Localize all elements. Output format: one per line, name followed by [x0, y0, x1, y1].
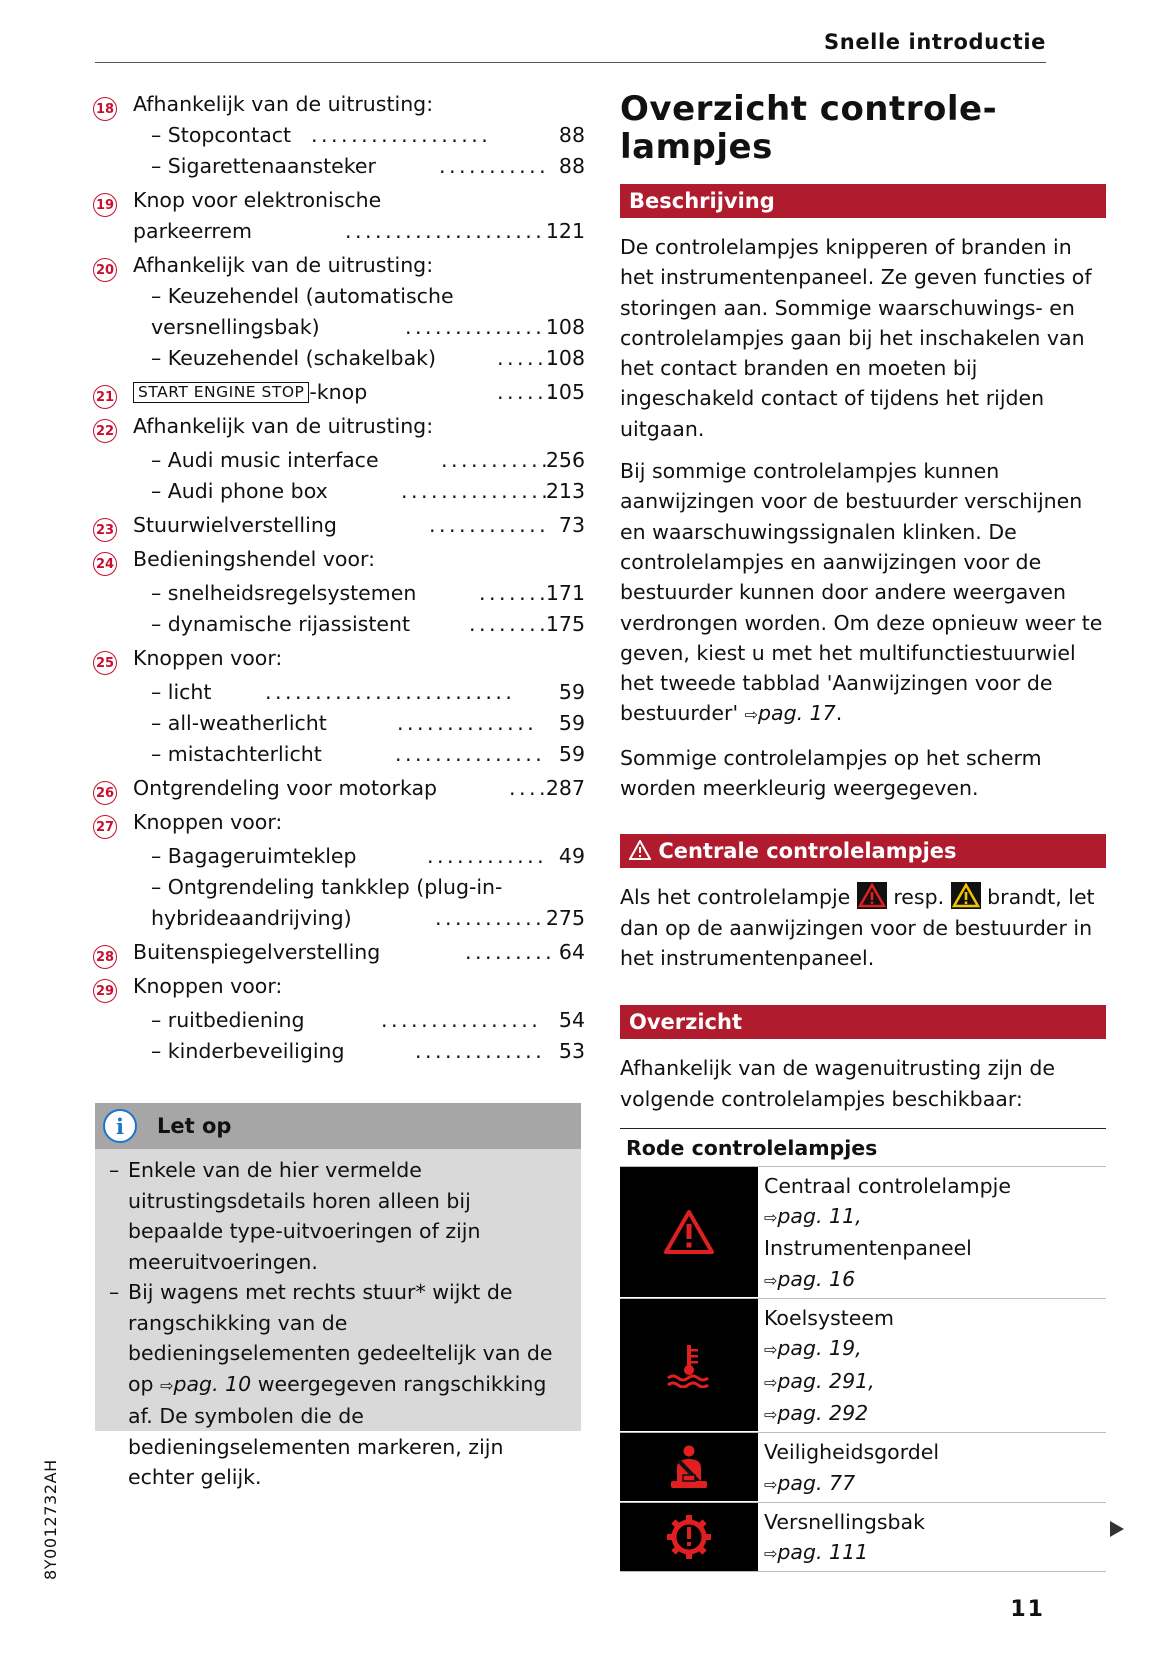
- list-item-label: Knoppen voor:: [133, 646, 283, 670]
- list-item-label: – Stopcontact: [151, 123, 292, 147]
- list-item: [93, 92, 585, 123]
- page-ref[interactable]: 171: [545, 581, 585, 605]
- callout-number: 29: [93, 979, 117, 1003]
- paragraph: Sommige controlelampjes op het scherm worden meerkleurig weergegeven.: [620, 745, 1042, 801]
- controls-list: [93, 92, 585, 1070]
- list-item-label: – Bagageruimteklep: [151, 844, 357, 868]
- list-item-label: – licht: [151, 680, 212, 704]
- callout-number: 23: [93, 518, 117, 542]
- list-item-label: Stuurwielverstelling: [133, 513, 337, 537]
- list-item-label: – snelheidsregelsystemen: [151, 581, 417, 605]
- section-header-centrale: Centrale controlelampjes: [620, 834, 1106, 868]
- list-item-label: – Sigarettenaansteker: [151, 154, 376, 178]
- list-item-label: – ruitbediening: [151, 1008, 305, 1032]
- list-item-label: hybrideaandrijving): [151, 906, 352, 930]
- indicator-name: Versnellingsbak: [764, 1509, 925, 1534]
- indicator-table: [620, 1128, 1106, 1573]
- page-ref[interactable]: 88: [558, 123, 585, 147]
- page-ref[interactable]: 213: [545, 479, 585, 503]
- list-item-label: – Audi music interface: [151, 448, 379, 472]
- document-code: 8Y0012732AH: [41, 1459, 60, 1580]
- page-ref[interactable]: 59: [558, 742, 585, 766]
- page-ref[interactable]: 59: [558, 711, 585, 735]
- section-header-overzicht: Overzicht: [620, 1005, 1106, 1039]
- list-item: – kinderbeveiliging ............. 53: [151, 1039, 585, 1063]
- list-item: versnellingsbak) .............. 108: [151, 315, 585, 339]
- note-box: [95, 1103, 581, 1489]
- list-item: – Audi phone box ............... 213: [151, 479, 585, 503]
- page-link[interactable]: ⇨pag. 291,: [764, 1368, 875, 1393]
- list-item: hybrideaandrijving) ........... 275: [151, 906, 585, 930]
- table-row: [620, 1503, 1106, 1573]
- callout-number: 26: [93, 781, 117, 805]
- callout-number: 22: [93, 419, 117, 443]
- page-ref[interactable]: 175: [545, 612, 585, 636]
- note-item-text: Enkele van de hier vermelde uitrustingsdetails horen alleen bij bepaalde type-uitvoeringen of zijn meeruitvoeringen.: [128, 1158, 481, 1274]
- list-item: – Audi music interface ........... 256: [151, 448, 585, 472]
- list-item-label: – Audi phone box: [151, 479, 328, 503]
- list-item: 28 Buitenspiegelverstelling ......... 64: [93, 940, 585, 971]
- seatbelt-icon: [669, 1444, 709, 1490]
- list-item: 21 START ENGINE STOP -knop ...... 105: [93, 380, 585, 411]
- page-ref[interactable]: 54: [558, 1008, 585, 1032]
- list-item-label: Knop voor elektronische: [133, 188, 382, 212]
- section-header-beschrijving: Beschrijving: [620, 184, 1106, 218]
- list-item: [93, 547, 585, 578]
- page-ref[interactable]: 53: [558, 1039, 585, 1063]
- list-item: [93, 646, 585, 677]
- arrow-right-icon: ⇨: [160, 1375, 174, 1395]
- list-item: [93, 188, 585, 219]
- list-item-label: parkeerrem: [133, 219, 252, 243]
- page-ref[interactable]: 59: [558, 680, 585, 704]
- section-title: Snelle introductie: [824, 30, 1046, 54]
- list-item-label: – mistachterlicht: [151, 742, 322, 766]
- list-item: [93, 253, 585, 284]
- page-ref[interactable]: 287: [545, 776, 585, 800]
- page-ref[interactable]: 108: [545, 315, 585, 339]
- right-column: [620, 90, 1106, 1572]
- list-item-label: Afhankelijk van de uitrusting:: [133, 92, 434, 116]
- note-item: – Enkele van de hier vermelde uitrustingsdetails horen alleen bij bepaalde type-uitvoeringen of zijn meeruitvoeringen.: [109, 1158, 481, 1274]
- list-item-label: versnellingsbak): [151, 315, 320, 339]
- callout-number: 21: [93, 385, 117, 409]
- list-item: parkeerrem .................... 121: [133, 219, 585, 243]
- callout-number: 27: [93, 815, 117, 839]
- indicator-name: Koelsysteem: [764, 1306, 894, 1331]
- paragraph: De controlelampjes knipperen of branden in het instrumentenpaneel. Ze geven functies of storingen aan. Sommige waarschuwings- en controlelampjes gaan bij het inschakelen van het contact branden en moeten bij ingeschakeld contact of tijdens het rijden uitgaan.: [620, 235, 1092, 441]
- list-item: – Stopcontact .................. 88: [151, 123, 585, 147]
- list-item-label: – all-weatherlicht: [151, 711, 327, 735]
- list-item: – Sigarettenaansteker ........... 88: [151, 154, 585, 178]
- next-page-arrow-icon[interactable]: [1110, 1521, 1124, 1537]
- coolant-temperature-icon: [664, 1342, 714, 1388]
- table-row: [620, 1299, 1106, 1433]
- arrow-right-icon: ⇨: [744, 705, 759, 725]
- callout-number: 18: [93, 97, 117, 121]
- list-item: – Bagageruimteklep ............ 49: [151, 844, 585, 868]
- page-link[interactable]: ⇨pag. 292: [764, 1400, 869, 1425]
- note-header: [95, 1103, 581, 1149]
- page-ref[interactable]: 49: [558, 844, 585, 868]
- start-engine-stop-key: START ENGINE STOP: [133, 382, 309, 403]
- list-item-label: Afhankelijk van de uitrusting:: [133, 414, 434, 438]
- list-item: – snelheidsregelsystemen ....... 171: [151, 581, 585, 605]
- list-item: [93, 284, 585, 315]
- list-item: [93, 974, 585, 1005]
- list-item: – Keuzehendel (schakelbak) ...... 108: [151, 346, 585, 370]
- warning-outline-icon: [629, 840, 651, 860]
- info-icon: i: [103, 1109, 137, 1143]
- yellow-warning-lamp-icon: [951, 882, 981, 909]
- page-link[interactable]: ⇨pag. 77: [764, 1470, 856, 1495]
- indicator-name: Veiligheidsgordel: [764, 1440, 940, 1465]
- note-title: Let op: [157, 1114, 232, 1138]
- page-ref[interactable]: 121: [545, 219, 585, 243]
- list-item-label: Buitenspiegelverstelling: [133, 940, 381, 964]
- page-ref[interactable]: 64: [558, 940, 585, 964]
- indicator-name: Centraal controlelampje: [764, 1173, 1011, 1198]
- list-item-label: Bedieningshendel voor:: [133, 547, 375, 571]
- paragraph: Bij sommige controlelampjes kunnen aanwijzingen voor de bestuurder verschijnen en waarschuwingssignalen klinken. De controlelampjes en aanwijzingen voor de bestuurder kunnen door andere weergaven verdrongen worden. Om deze opnieuw weer te geven, kiest u met het multifunctiestuurwiel het tweede tabblad 'Aanwijzingen voor de bestuurder' ⇨pag. 17.: [620, 459, 1103, 726]
- list-item-label: Ontgrendeling voor motorkap: [133, 776, 438, 800]
- list-item-label: – dynamische rijassistent: [151, 612, 411, 636]
- warning-triangle-icon: [663, 1209, 715, 1255]
- list-item-label: – kinderbeveiliging: [151, 1039, 345, 1063]
- list-item-label: – Keuzehendel (schakelbak): [151, 346, 436, 370]
- list-item: – dynamische rijassistent ........ 175: [151, 612, 585, 636]
- list-item: 23 Stuurwielverstelling ............ 73: [93, 513, 585, 544]
- note-item: – Bij wagens met rechts stuur* wijkt de rangschikking van de bedieningselementen gedeeltelijk van de op ⇨pag. 10 weergegeven rangschikking af. De symbolen die de bedieningselementen markeren, zijn echter gelijk.: [109, 1280, 553, 1489]
- callout-number: 28: [93, 945, 117, 969]
- header-divider: [95, 62, 1046, 63]
- page-title: Overzicht controle- lampjes: [620, 89, 998, 167]
- list-item-label: -knop: [309, 380, 368, 404]
- page-ref[interactable]: 88: [558, 154, 585, 178]
- page-ref[interactable]: 73: [558, 513, 585, 537]
- paragraph: Afhankelijk van de wagenuitrusting zijn de volgende controlelampjes beschikbaar:: [620, 1056, 1055, 1111]
- page-ref[interactable]: 275: [545, 906, 585, 930]
- table-row: [620, 1167, 1106, 1299]
- page-link[interactable]: ⇨pag. 11,: [764, 1204, 862, 1229]
- page-link[interactable]: ⇨pag. 16: [764, 1266, 856, 1291]
- page-link[interactable]: ⇨pag. 19,: [764, 1336, 862, 1361]
- callout-number: 25: [93, 651, 117, 675]
- list-item: [93, 875, 585, 906]
- list-item: – all-weatherlicht .............. 59: [151, 711, 585, 735]
- list-item-label: Afhankelijk van de uitrusting:: [133, 253, 434, 277]
- red-warning-lamp-icon: [857, 882, 887, 909]
- table-row: [620, 1433, 1106, 1503]
- callout-number: 19: [93, 193, 117, 217]
- table-header: Rode controlelampjes: [620, 1129, 1106, 1167]
- page-link[interactable]: ⇨pag. 10: [160, 1371, 252, 1396]
- list-item: 26 Ontgrendeling voor motorkap .... 287: [93, 776, 585, 807]
- list-item-label: Knoppen voor:: [133, 810, 283, 834]
- page-ref[interactable]: 105: [545, 380, 585, 404]
- paragraph: Als het controlelampje resp. brandt, let dan op de aanwijzingen voor de bestuurder in het instrumentenpaneel.: [620, 882, 1106, 973]
- page-link[interactable]: ⇨pag. 17: [744, 701, 836, 726]
- note-item-text: Bij wagens met rechts stuur* wijkt de rangschikking van de bedieningselementen gedeeltelijk van de op: [128, 1280, 553, 1396]
- note-body: [95, 1149, 581, 1493]
- page-ref[interactable]: 256: [545, 448, 585, 472]
- transmission-gear-icon: [666, 1514, 712, 1560]
- page-number: 11: [1010, 1597, 1045, 1622]
- page-ref[interactable]: 108: [545, 346, 585, 370]
- list-item: – licht ......................... 59: [151, 680, 585, 704]
- list-item-label: – Keuzehendel (automatische: [151, 284, 454, 308]
- list-item: – ruitbediening ................ 54: [151, 1008, 585, 1032]
- indicator-name: Instrumentenpaneel: [764, 1236, 972, 1261]
- list-item: [93, 810, 585, 841]
- callout-number: 24: [93, 552, 117, 576]
- list-item-label: – Ontgrendeling tankklep (plug-in-: [151, 875, 503, 899]
- list-item: – mistachterlicht ............... 59: [151, 742, 585, 766]
- callout-number: 20: [93, 258, 117, 282]
- page-link[interactable]: ⇨pag. 111: [764, 1540, 869, 1565]
- list-item: [93, 414, 585, 445]
- list-item-label: Knoppen voor:: [133, 974, 283, 998]
